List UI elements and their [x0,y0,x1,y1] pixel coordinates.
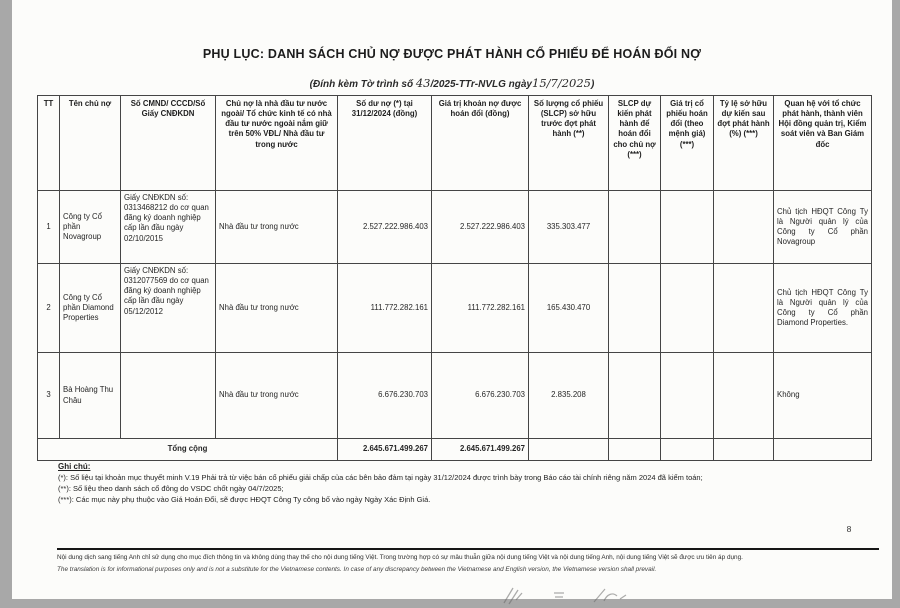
subtitle-date: 15/7/2025 [532,76,591,90]
cell-creditor: Bà Hoàng Thu Châu [60,353,121,439]
cell-ownership-after [714,353,774,439]
cell-swap-value: 2.527.222.986.403 [432,191,529,264]
cell-investor-type: Nhà đầu tư trong nước [216,191,338,264]
document-page [12,0,892,599]
cell-debt-balance: 111.772.282.161 [338,264,432,353]
cell-tt: 1 [38,191,60,264]
cell-investor-type: Nhà đầu tư trong nước [216,264,338,353]
cell-share-par-value [661,191,714,264]
cell-tt: 2 [38,264,60,353]
cell-share-par-value [661,264,714,353]
notes-heading: Ghi chú: [58,462,91,471]
cell-shares-before: 335.303.477 [529,191,609,264]
cell-id-doc: Giấy CNĐKDN số: 0312077569 do cơ quan đăng ký doanh nghiệp cấp lần đầu ngày 05/12/2012 [121,264,216,353]
signature-scribble [498,585,648,607]
table-row [38,264,872,353]
cell-ownership-after [714,264,774,353]
footer-divider [57,548,879,550]
col-header-tt: TT [38,96,60,191]
footer-disclaimer-en: The translation is for informational purposes only and is not a substitute for the Vietnamese contents. In case of any discrepancy between the Vietnamese and English version, the Vietnamese version shall prevail. [57,565,657,573]
cell-shares-before: 165.430.470 [529,264,609,353]
total-empty-cell [661,439,714,461]
subtitle-mid: /2025-TTr-NVLG ngày [430,79,532,90]
page-subtitle [12,76,892,90]
cell-shares-to-issue [609,264,661,353]
cell-creditor: Công ty Cổ phần Diamond Properties [60,264,121,353]
table-row [38,353,872,439]
total-empty-cell [609,439,661,461]
note-item-3: (***): Các mục này phụ thuộc vào Giá Hoán Đổi, sẽ được HĐQT Công Ty công bố vào ngày Ngày Xác Định Giá. [58,494,431,504]
cell-id-doc [121,353,216,439]
col-header-debt-balance: Số dư nợ (*) tại 31/12/2024 (đồng) [338,96,432,191]
cell-investor-type: Nhà đầu tư trong nước [216,353,338,439]
cell-swap-value: 111.772.282.161 [432,264,529,353]
cell-share-par-value [661,353,714,439]
total-empty-cell [529,439,609,461]
col-header-relationship: Quan hệ với tổ chức phát hành, thành viên Hội đồng quản trị, Kiểm soát viên và Ban Giám đốc [774,96,872,191]
total-row [38,439,872,461]
table-row [38,191,872,264]
total-label: Tổng cộng [38,439,338,461]
notes-section [58,461,872,505]
total-debt-balance: 2.645.671.499.267 [338,439,432,461]
col-header-shares-before: Số lượng cổ phiếu (SLCP) sở hữu trước đợt phát hành (**) [529,96,609,191]
total-swap-value: 2.645.671.499.267 [432,439,529,461]
col-header-ownership-after: Tỷ lệ sở hữu dự kiến sau đợt phát hành (%) (***) [714,96,774,191]
creditors-table [37,95,872,461]
subtitle-suffix: ) [590,79,595,90]
cell-creditor: Công ty Cổ phần Novagroup [60,191,121,264]
footer-disclaimer [57,553,879,574]
cell-relationship: Chủ tịch HĐQT Công Ty là Người quản lý của Công ty Cổ phần Diamond Properties. [774,264,872,353]
col-header-investor-type: Chủ nợ là nhà đầu tư nước ngoài/ Tổ chức kinh tế có nhà đầu tư nước ngoài nắm giữ trên 50% VĐL/ Nhà đầu tư trong nước [216,96,338,191]
table-header-row [38,96,872,191]
col-header-share-par-value: Giá trị cổ phiếu hoán đổi (theo mệnh giá) (***) [661,96,714,191]
footer-disclaimer-vi: Nội dung dịch sang tiếng Anh chỉ sử dụng cho mục đích thông tin và không dùng thay thế cho nội dung tiếng Việt. Trong trường hợp có sự mâu thuẫn giữa nội dung tiếng Việt và nội dung tiếng Anh, nội dung tiếng Việt sẽ được ưu tiên áp dụng. [57,554,743,561]
cell-relationship: Không [774,353,872,439]
cell-shares-to-issue [609,353,661,439]
cell-shares-to-issue [609,191,661,264]
note-item-2: (**): Số liệu theo danh sách cổ đông do VSDC chốt ngày 04/7/2025; [58,484,284,493]
subtitle-doc-number: 43 [415,76,431,90]
total-empty-cell [774,439,872,461]
note-item-1: (*): Số liệu tại khoản mục thuyết minh V.19 Phải trả từ việc bán cổ phiếu giải chấp của các bên bảo đảm tại ngày 31/12/2024 được trình bày trong Báo cáo tài chính riêng năm 2024 đã kiểm toán; [58,473,703,483]
subtitle-prefix: (Đính kèm Tờ trình số [309,79,416,90]
cell-debt-balance: 2.527.222.986.403 [338,191,432,264]
col-header-creditor: Tên chủ nợ [60,96,121,191]
col-header-id-doc: Số CMND/ CCCD/Số Giấy CNĐKDN [121,96,216,191]
cell-id-doc: Giấy CNĐKDN số: 0313468212 do cơ quan đăng ký doanh nghiệp cấp lần đầu ngày 02/10/2015 [121,191,216,264]
page-title: PHỤ LỤC: DANH SÁCH CHỦ NỢ ĐƯỢC PHÁT HÀNH CỔ PHIẾU ĐỂ HOÁN ĐỔI NỢ [202,47,702,61]
cell-debt-balance: 6.676.230.703 [338,353,432,439]
page-number: 8 [846,524,852,534]
col-header-swap-value: Giá trị khoản nợ được hoán đổi (đồng) [432,96,529,191]
col-header-shares-to-issue: SLCP dự kiến phát hành để hoán đổi cho chủ nợ (***) [609,96,661,191]
total-empty-cell [714,439,774,461]
cell-relationship: Chủ tịch HĐQT Công Ty là Người quản lý của Công ty Cổ phần Novagroup [774,191,872,264]
cell-shares-before: 2.835.208 [529,353,609,439]
cell-swap-value: 6.676.230.703 [432,353,529,439]
cell-tt: 3 [38,353,60,439]
cell-ownership-after [714,191,774,264]
